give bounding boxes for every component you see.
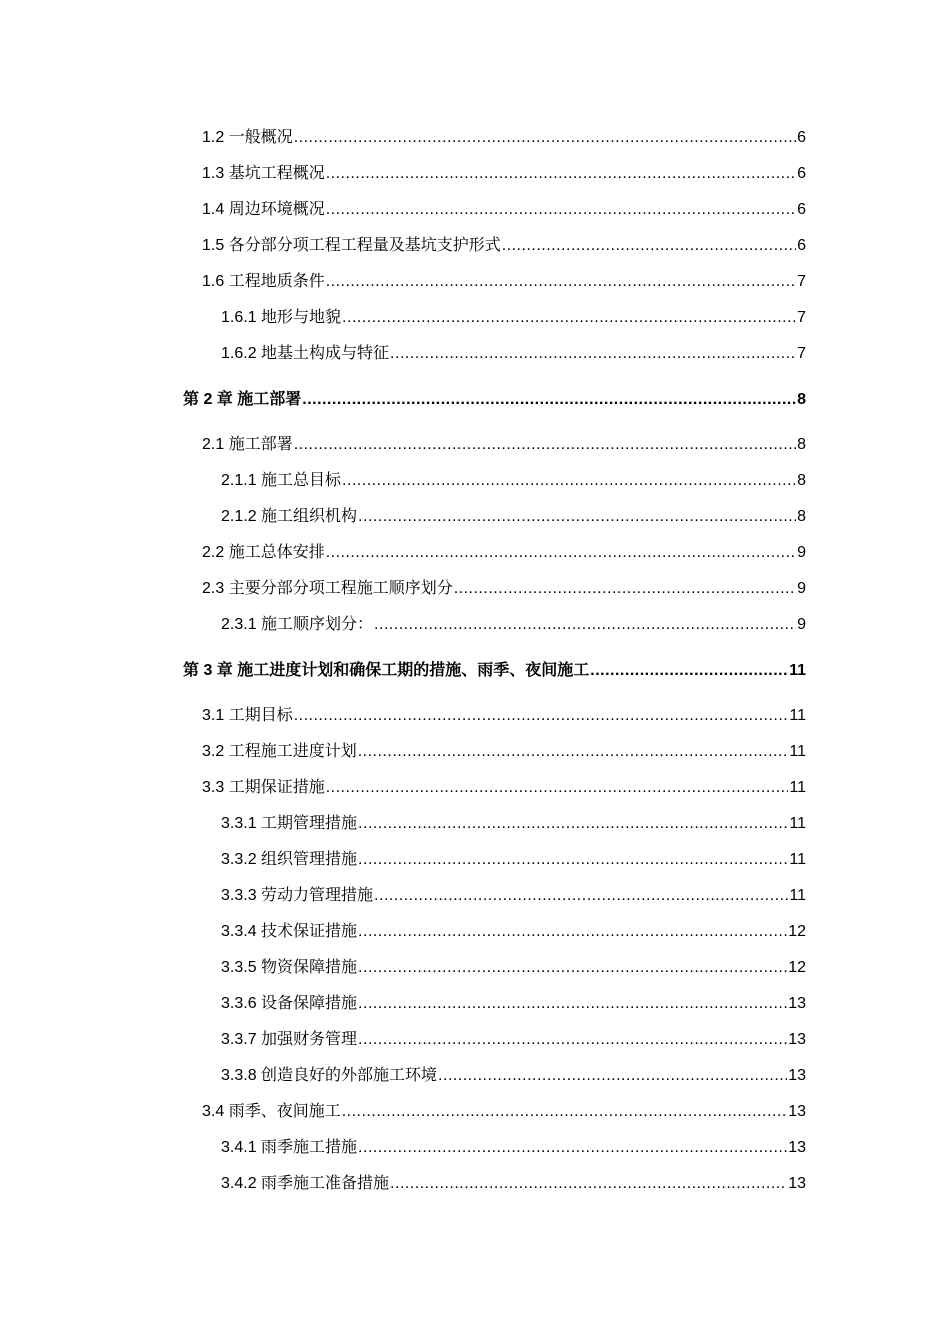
toc-entry-label: 1.6 工程地质条件 [202,273,325,290]
toc-entry-label: 3.3.6 设备保障措施 [221,995,358,1012]
toc-entry-page: 7 [797,273,806,290]
toc-entry-page: 8 [797,436,806,453]
toc-entry[interactable] [221,1134,806,1158]
toc-entry-page: 8 [797,391,806,408]
dot-leader [358,850,788,870]
toc-entry-page: 9 [797,580,806,597]
toc-entry-page: 12 [788,959,806,976]
dot-leader [358,507,796,527]
dot-leader [342,308,796,328]
toc-entry-label: 第 2 章 施工部署 [183,391,302,408]
toc-entry-page: 11 [789,887,806,904]
toc-entry[interactable] [202,196,806,220]
toc-entry-page: 11 [789,707,806,724]
toc-entry-page: 7 [797,345,806,362]
toc-entry-label: 2.2 施工总体安排 [202,544,325,561]
dot-leader [454,579,796,599]
dot-leader [390,344,796,364]
toc-entry-label: 3.4.2 雨季施工准备措施 [221,1175,390,1192]
toc-entry-page: 13 [788,1067,806,1084]
dot-leader [294,128,796,148]
toc-entry[interactable] [202,702,806,726]
dot-leader [590,661,788,681]
toc-entry[interactable] [221,340,806,364]
dot-leader [358,742,789,762]
toc-entry[interactable] [202,431,806,455]
toc-entry[interactable] [202,539,806,563]
toc-entry[interactable] [221,304,806,328]
dot-leader [326,778,789,798]
dot-leader [358,922,787,942]
toc-entry-label: 1.4 周边环境概况 [202,201,325,218]
toc-entry-label: 3.3.8 创造良好的外部施工环境 [221,1067,438,1084]
toc-entry-label: 3.4 雨季、夜间施工 [202,1103,341,1120]
toc-entry-label: 1.6.2 地基土构成与特征 [221,345,390,362]
dot-leader [342,1102,788,1122]
toc-entry[interactable] [202,268,806,292]
toc-entry[interactable] [221,611,806,635]
dot-leader [294,435,796,455]
dot-leader [358,1030,787,1050]
toc-entry-label: 1.5 各分部分项工程工程量及基坑支护形式 [202,237,501,254]
toc-entry-page: 11 [789,779,806,796]
dot-leader [390,1174,787,1194]
dot-leader [358,814,788,834]
toc-chapter-entry[interactable] [183,657,806,681]
dot-leader [302,390,796,410]
toc-entry-page: 8 [797,472,806,489]
dot-leader [326,543,796,563]
toc-entry[interactable] [221,882,806,906]
dot-leader [294,706,789,726]
toc-entry-page: 11 [789,662,806,679]
dot-leader [374,886,788,906]
dot-leader [326,164,796,184]
dot-leader [342,471,796,491]
toc-entry[interactable] [221,1062,806,1086]
toc-entry[interactable] [221,1170,806,1194]
toc-entry[interactable] [202,124,806,148]
toc-entry-page: 6 [797,129,806,146]
toc-entry[interactable] [221,810,806,834]
toc-entry[interactable] [202,232,806,256]
dot-leader [502,236,796,256]
toc-entry-page: 6 [797,165,806,182]
dot-leader [326,272,796,292]
toc-entry-label: 3.1 工期目标 [202,707,293,724]
toc-entry-page: 13 [788,1031,806,1048]
toc-entry-page: 6 [797,201,806,218]
toc-entry[interactable] [202,1098,806,1122]
toc-entry-label: 3.3 工期保证措施 [202,779,325,796]
dot-leader [358,994,787,1014]
toc-entry-page: 13 [788,1139,806,1156]
toc-entry-page: 13 [788,1175,806,1192]
toc-entry-page: 6 [797,237,806,254]
toc-entry-label: 2.1.1 施工总目标 [221,472,342,489]
toc-entry-page: 13 [788,995,806,1012]
toc-entry-label: 2.1.2 施工组织机构 [221,508,358,525]
toc-entry-label: 3.3.3 劳动力管理措施 [221,887,374,904]
toc-entry[interactable] [202,774,806,798]
toc-entry-page: 9 [797,616,806,633]
toc-entry[interactable] [221,918,806,942]
toc-entry[interactable] [202,738,806,762]
dot-leader [438,1066,787,1086]
toc-entry-page: 12 [788,923,806,940]
toc-entry[interactable] [221,503,806,527]
toc-entry[interactable] [221,990,806,1014]
toc-entry-label: 1.3 基坑工程概况 [202,165,325,182]
toc-entry-label: 2.3 主要分部分项工程施工顺序划分 [202,580,453,597]
dot-leader [374,615,796,635]
toc-chapter-entry[interactable] [183,386,806,410]
toc-entry-label: 2.3.1 施工顺序划分： [221,616,374,633]
toc-entry-page: 11 [789,815,806,832]
toc-entry-page: 7 [797,309,806,326]
toc-entry-label: 3.3.4 技术保证措施 [221,923,358,940]
toc-entry-page: 8 [797,508,806,525]
toc-entry-page: 9 [797,544,806,561]
toc-entry[interactable] [202,160,806,184]
toc-entry-label: 3.3.1 工期管理措施 [221,815,358,832]
toc-entry[interactable] [221,467,806,491]
toc-entry-label: 1.6.1 地形与地貌 [221,309,342,326]
toc-entry-label: 3.3.5 物资保障措施 [221,959,358,976]
toc-entry-label: 3.2 工程施工进度计划 [202,743,357,760]
toc-entry[interactable] [221,846,806,870]
dot-leader [358,1138,787,1158]
toc-entry-label: 1.2 一般概况 [202,129,293,146]
dot-leader [358,958,787,978]
toc-entry[interactable] [202,575,806,599]
dot-leader [326,200,796,220]
toc-entry-label: 3.3.2 组织管理措施 [221,851,358,868]
toc-entry-page: 11 [789,743,806,760]
toc-entry[interactable] [221,954,806,978]
toc-entry-label: 3.3.7 加强财务管理 [221,1031,358,1048]
toc-entry-label: 第 3 章 施工进度计划和确保工期的措施、雨季、夜间施工 [183,662,590,679]
toc-entry-label: 2.1 施工部署 [202,436,293,453]
toc-entry-page: 11 [789,851,806,868]
toc-entry-page: 13 [788,1103,806,1120]
toc-entry[interactable] [221,1026,806,1050]
toc-entry-label: 3.4.1 雨季施工措施 [221,1139,358,1156]
